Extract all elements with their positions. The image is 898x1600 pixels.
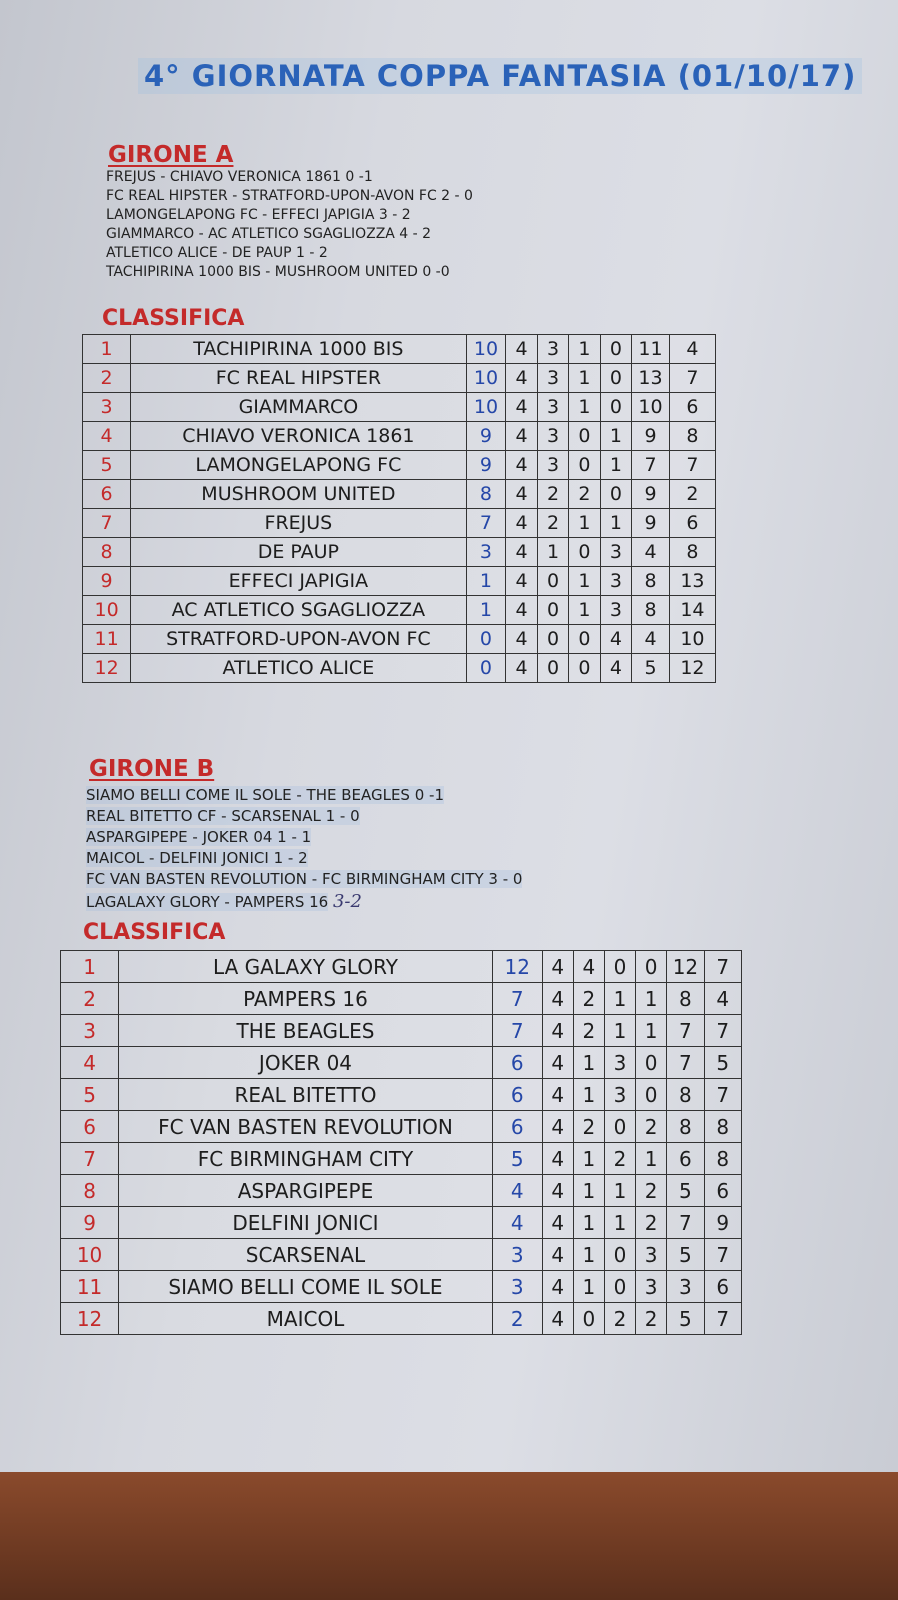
result-text: TACHIPIRINA 1000 BIS - MUSHROOM UNITED 0 -0 (106, 264, 450, 280)
points-cell: 4 (492, 1175, 542, 1207)
stat-cell: 10 (632, 393, 670, 422)
team-name-cell: TACHIPIRINA 1000 BIS (131, 335, 466, 364)
result-row (106, 263, 473, 282)
points-cell: 3 (492, 1239, 542, 1271)
stat-cell: 4 (542, 1303, 573, 1335)
stat-cell: 0 (537, 654, 568, 683)
stat-cell: 4 (573, 951, 604, 983)
desk-surface (0, 1472, 898, 1600)
team-name-cell: FC BIRMINGHAM CITY (119, 1143, 493, 1175)
stat-cell: 1 (636, 1143, 667, 1175)
stat-cell: 8 (669, 422, 715, 451)
table-row (83, 422, 716, 451)
stat-cell: 11 (632, 335, 670, 364)
result-text: FC REAL HIPSTER - STRATFORD-UPON-AVON FC 2 - 0 (106, 188, 473, 204)
stat-cell: 4 (669, 335, 715, 364)
stat-cell: 7 (632, 451, 670, 480)
points-cell: 12 (492, 951, 542, 983)
stat-cell: 1 (569, 567, 600, 596)
table-row (83, 480, 716, 509)
result-row (86, 848, 522, 869)
stat-cell: 4 (506, 480, 537, 509)
table-row (61, 1239, 742, 1271)
stat-cell: 4 (542, 1207, 573, 1239)
position-cell: 8 (83, 538, 131, 567)
stat-cell: 0 (537, 625, 568, 654)
stat-cell: 4 (506, 335, 537, 364)
stat-cell: 2 (669, 480, 715, 509)
stat-cell: 3 (636, 1271, 667, 1303)
handwritten-score: 3-2 (332, 891, 362, 912)
stat-cell: 7 (704, 1015, 741, 1047)
stat-cell: 4 (542, 1175, 573, 1207)
stat-cell: 12 (669, 654, 715, 683)
stat-cell: 0 (600, 364, 631, 393)
stat-cell: 4 (542, 1047, 573, 1079)
stat-cell: 1 (573, 1079, 604, 1111)
position-cell: 11 (61, 1271, 119, 1303)
result-row (86, 890, 522, 913)
stat-cell: 2 (604, 1143, 635, 1175)
stat-cell: 13 (632, 364, 670, 393)
stat-cell: 0 (604, 1111, 635, 1143)
result-text: ATLETICO ALICE - DE PAUP 1 - 2 (106, 245, 328, 261)
stat-cell: 4 (542, 951, 573, 983)
result-text: MAICOL - DELFINI JONICI 1 - 2 (86, 849, 308, 867)
table-row (83, 451, 716, 480)
result-text: FREJUS - CHIAVO VERONICA 1861 0 -1 (106, 169, 373, 185)
team-name-cell: MAICOL (119, 1303, 493, 1335)
stat-cell: 1 (604, 1207, 635, 1239)
stat-cell: 0 (604, 951, 635, 983)
stat-cell: 4 (506, 654, 537, 683)
result-text: FC VAN BASTEN REVOLUTION - FC BIRMINGHAM CITY 3 - 0 (86, 870, 523, 888)
stat-cell: 8 (632, 567, 670, 596)
points-cell: 9 (466, 422, 506, 451)
team-name-cell: CHIAVO VERONICA 1861 (131, 422, 466, 451)
table-row (83, 654, 716, 683)
stat-cell: 3 (537, 335, 568, 364)
stat-cell: 0 (569, 538, 600, 567)
stat-cell: 4 (632, 538, 670, 567)
stat-cell: 8 (667, 983, 704, 1015)
position-cell: 5 (83, 451, 131, 480)
points-cell: 0 (466, 654, 506, 683)
stat-cell: 4 (506, 393, 537, 422)
table-row (61, 1079, 742, 1111)
stat-cell: 0 (636, 951, 667, 983)
points-cell: 6 (492, 1047, 542, 1079)
team-name-cell: ASPARGIPEPE (119, 1175, 493, 1207)
stat-cell: 1 (600, 422, 631, 451)
team-name-cell: THE BEAGLES (119, 1015, 493, 1047)
points-cell: 3 (492, 1271, 542, 1303)
stat-cell: 0 (569, 422, 600, 451)
stat-cell: 2 (636, 1303, 667, 1335)
points-cell: 3 (466, 538, 506, 567)
stat-cell: 0 (636, 1047, 667, 1079)
team-name-cell: GIAMMARCO (131, 393, 466, 422)
table-row (61, 1015, 742, 1047)
result-text: LAMONGELAPONG FC - EFFECI JAPIGIA 3 - 2 (106, 207, 411, 223)
team-name-cell: FREJUS (131, 509, 466, 538)
position-cell: 1 (83, 335, 131, 364)
stat-cell: 8 (632, 596, 670, 625)
points-cell: 8 (466, 480, 506, 509)
position-cell: 12 (83, 654, 131, 683)
stat-cell: 1 (569, 335, 600, 364)
table-row (83, 364, 716, 393)
stat-cell: 0 (569, 451, 600, 480)
points-cell: 5 (492, 1143, 542, 1175)
stat-cell: 0 (600, 480, 631, 509)
table-row (83, 509, 716, 538)
stat-cell: 1 (604, 1175, 635, 1207)
team-name-cell: EFFECI JAPIGIA (131, 567, 466, 596)
stat-cell: 8 (667, 1079, 704, 1111)
stat-cell: 4 (600, 654, 631, 683)
stat-cell: 4 (542, 1239, 573, 1271)
stat-cell: 1 (636, 1015, 667, 1047)
stat-cell: 2 (636, 1175, 667, 1207)
stat-cell: 7 (669, 364, 715, 393)
stat-cell: 1 (573, 1143, 604, 1175)
girone-a-results (106, 168, 473, 282)
table-row (83, 538, 716, 567)
stat-cell: 0 (636, 1079, 667, 1111)
stat-cell: 4 (704, 983, 741, 1015)
table-row (83, 567, 716, 596)
stat-cell: 7 (667, 1207, 704, 1239)
stat-cell: 2 (636, 1111, 667, 1143)
stat-cell: 2 (573, 1111, 604, 1143)
stat-cell: 2 (537, 480, 568, 509)
points-cell: 6 (492, 1111, 542, 1143)
stat-cell: 4 (506, 422, 537, 451)
stat-cell: 7 (704, 1303, 741, 1335)
stat-cell: 1 (573, 1239, 604, 1271)
stat-cell: 9 (632, 422, 670, 451)
result-text: ASPARGIPEPE - JOKER 04 1 - 1 (86, 828, 312, 846)
stat-cell: 3 (600, 567, 631, 596)
team-name-cell: FC REAL HIPSTER (131, 364, 466, 393)
position-cell: 4 (83, 422, 131, 451)
points-cell: 7 (492, 1015, 542, 1047)
stat-cell: 1 (569, 393, 600, 422)
result-text: REAL BITETTO CF - SCARSENAL 1 - 0 (86, 807, 360, 825)
stat-cell: 1 (537, 538, 568, 567)
stat-cell: 7 (669, 451, 715, 480)
points-cell: 9 (466, 451, 506, 480)
team-name-cell: JOKER 04 (119, 1047, 493, 1079)
table-row (61, 1143, 742, 1175)
position-cell: 11 (83, 625, 131, 654)
stat-cell: 3 (636, 1239, 667, 1271)
stat-cell: 0 (537, 567, 568, 596)
stat-cell: 3 (537, 451, 568, 480)
position-cell: 2 (83, 364, 131, 393)
stat-cell: 2 (573, 1015, 604, 1047)
points-cell: 10 (466, 335, 506, 364)
stat-cell: 4 (600, 625, 631, 654)
stat-cell: 7 (704, 1239, 741, 1271)
stat-cell: 4 (506, 538, 537, 567)
stat-cell: 3 (667, 1271, 704, 1303)
points-cell: 7 (466, 509, 506, 538)
stat-cell: 5 (704, 1047, 741, 1079)
team-name-cell: MUSHROOM UNITED (131, 480, 466, 509)
stat-cell: 4 (506, 596, 537, 625)
table-row (83, 335, 716, 364)
stat-cell: 1 (604, 983, 635, 1015)
stat-cell: 3 (604, 1047, 635, 1079)
stat-cell: 4 (542, 1111, 573, 1143)
stat-cell: 0 (604, 1239, 635, 1271)
position-cell: 8 (61, 1175, 119, 1207)
stat-cell: 2 (604, 1303, 635, 1335)
team-name-cell: DE PAUP (131, 538, 466, 567)
stat-cell: 9 (704, 1207, 741, 1239)
girone-b-standings-table (60, 950, 742, 1335)
table-row (61, 1047, 742, 1079)
stat-cell: 7 (704, 1079, 741, 1111)
points-cell: 10 (466, 393, 506, 422)
stat-cell: 8 (704, 1111, 741, 1143)
stat-cell: 7 (704, 951, 741, 983)
position-cell: 6 (83, 480, 131, 509)
stat-cell: 5 (667, 1239, 704, 1271)
stat-cell: 4 (506, 364, 537, 393)
stat-cell: 6 (704, 1271, 741, 1303)
stat-cell: 1 (573, 1207, 604, 1239)
points-cell: 2 (492, 1303, 542, 1335)
stat-cell: 1 (573, 1047, 604, 1079)
points-cell: 6 (492, 1079, 542, 1111)
position-cell: 6 (61, 1111, 119, 1143)
stat-cell: 9 (632, 480, 670, 509)
stat-cell: 3 (537, 393, 568, 422)
table-row (61, 1271, 742, 1303)
points-cell: 10 (466, 364, 506, 393)
stat-cell: 0 (569, 654, 600, 683)
stat-cell: 3 (600, 538, 631, 567)
table-row (83, 596, 716, 625)
girone-b-results (86, 785, 522, 913)
stat-cell: 3 (600, 596, 631, 625)
result-text: GIAMMARCO - AC ATLETICO SGAGLIOZZA 4 - 2 (106, 226, 432, 242)
stat-cell: 2 (537, 509, 568, 538)
result-text: LAGALAXY GLORY - PAMPERS 16 (86, 893, 329, 911)
result-row (86, 827, 522, 848)
stat-cell: 4 (506, 509, 537, 538)
result-row (106, 225, 473, 244)
stat-cell: 1 (569, 509, 600, 538)
position-cell: 1 (61, 951, 119, 983)
stat-cell: 1 (573, 1271, 604, 1303)
result-row (86, 869, 522, 890)
table-row (83, 393, 716, 422)
stat-cell: 10 (669, 625, 715, 654)
stat-cell: 7 (667, 1047, 704, 1079)
stat-cell: 4 (542, 1143, 573, 1175)
girone-a-standings-table (82, 334, 716, 683)
stat-cell: 2 (636, 1207, 667, 1239)
stat-cell: 4 (506, 567, 537, 596)
position-cell: 5 (61, 1079, 119, 1111)
stat-cell: 14 (669, 596, 715, 625)
stat-cell: 4 (542, 1079, 573, 1111)
stat-cell: 2 (569, 480, 600, 509)
position-cell: 9 (83, 567, 131, 596)
result-row (106, 206, 473, 225)
stat-cell: 0 (600, 393, 631, 422)
position-cell: 7 (83, 509, 131, 538)
stat-cell: 4 (542, 983, 573, 1015)
position-cell: 10 (83, 596, 131, 625)
stat-cell: 6 (704, 1175, 741, 1207)
position-cell: 12 (61, 1303, 119, 1335)
stat-cell: 1 (636, 983, 667, 1015)
stat-cell: 0 (600, 335, 631, 364)
result-row (86, 785, 522, 806)
result-row (106, 187, 473, 206)
table-row (61, 1175, 742, 1207)
stat-cell: 8 (704, 1143, 741, 1175)
team-name-cell: ATLETICO ALICE (131, 654, 466, 683)
table-row (61, 1303, 742, 1335)
result-text: SIAMO BELLI COME IL SOLE - THE BEAGLES 0 -1 (86, 786, 444, 804)
position-cell: 2 (61, 983, 119, 1015)
team-name-cell: AC ATLETICO SGAGLIOZZA (131, 596, 466, 625)
stat-cell: 9 (632, 509, 670, 538)
stat-cell: 6 (667, 1143, 704, 1175)
girone-a-heading: GIRONE A (108, 142, 234, 168)
position-cell: 3 (61, 1015, 119, 1047)
position-cell: 4 (61, 1047, 119, 1079)
team-name-cell: SCARSENAL (119, 1239, 493, 1271)
points-cell: 1 (466, 567, 506, 596)
stat-cell: 1 (600, 509, 631, 538)
table-row (61, 983, 742, 1015)
stat-cell: 4 (542, 1271, 573, 1303)
stat-cell: 4 (506, 451, 537, 480)
team-name-cell: SIAMO BELLI COME IL SOLE (119, 1271, 493, 1303)
stat-cell: 4 (632, 625, 670, 654)
stat-cell: 1 (600, 451, 631, 480)
team-name-cell: LAMONGELAPONG FC (131, 451, 466, 480)
stat-cell: 0 (573, 1303, 604, 1335)
result-row (106, 168, 473, 187)
stat-cell: 8 (667, 1111, 704, 1143)
girone-b-classifica-heading: CLASSIFICA (83, 920, 226, 945)
table-row (83, 625, 716, 654)
stat-cell: 6 (669, 509, 715, 538)
table-row (61, 1111, 742, 1143)
position-cell: 7 (61, 1143, 119, 1175)
points-cell: 4 (492, 1207, 542, 1239)
stat-cell: 0 (604, 1271, 635, 1303)
position-cell: 10 (61, 1239, 119, 1271)
team-name-cell: LA GALAXY GLORY (119, 951, 493, 983)
stat-cell: 1 (569, 596, 600, 625)
result-row (86, 806, 522, 827)
stat-cell: 8 (669, 538, 715, 567)
points-cell: 0 (466, 625, 506, 654)
team-name-cell: FC VAN BASTEN REVOLUTION (119, 1111, 493, 1143)
points-cell: 7 (492, 983, 542, 1015)
table-row (61, 1207, 742, 1239)
stat-cell: 3 (537, 364, 568, 393)
position-cell: 3 (83, 393, 131, 422)
stat-cell: 4 (506, 625, 537, 654)
girone-b-heading: GIRONE B (89, 756, 215, 782)
stat-cell: 5 (667, 1175, 704, 1207)
stat-cell: 1 (604, 1015, 635, 1047)
position-cell: 9 (61, 1207, 119, 1239)
stat-cell: 2 (573, 983, 604, 1015)
team-name-cell: DELFINI JONICI (119, 1207, 493, 1239)
team-name-cell: STRATFORD-UPON-AVON FC (131, 625, 466, 654)
girone-a-classifica-heading: CLASSIFICA (102, 306, 245, 331)
stat-cell: 0 (537, 596, 568, 625)
team-name-cell: PAMPERS 16 (119, 983, 493, 1015)
stat-cell: 1 (569, 364, 600, 393)
team-name-cell: REAL BITETTO (119, 1079, 493, 1111)
table-row (61, 951, 742, 983)
stat-cell: 0 (569, 625, 600, 654)
stat-cell: 6 (669, 393, 715, 422)
stat-cell: 7 (667, 1015, 704, 1047)
page-title: 4° GIORNATA COPPA FANTASIA (01/10/17) (138, 58, 862, 94)
result-row (106, 244, 473, 263)
stat-cell: 12 (667, 951, 704, 983)
stat-cell: 5 (667, 1303, 704, 1335)
stat-cell: 4 (542, 1015, 573, 1047)
stat-cell: 3 (604, 1079, 635, 1111)
stat-cell: 5 (632, 654, 670, 683)
stat-cell: 1 (573, 1175, 604, 1207)
stat-cell: 3 (537, 422, 568, 451)
points-cell: 1 (466, 596, 506, 625)
stat-cell: 13 (669, 567, 715, 596)
